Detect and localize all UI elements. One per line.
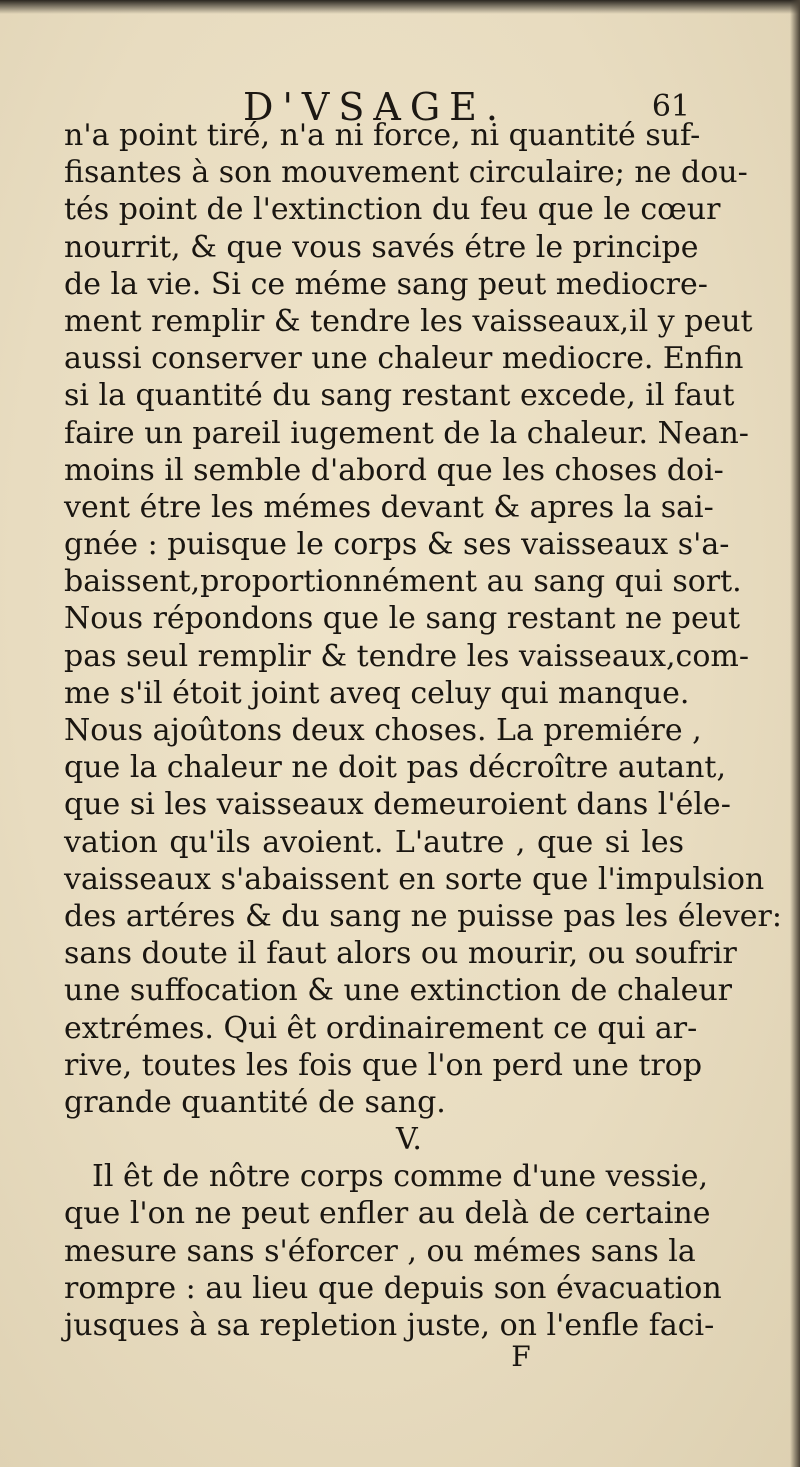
text-line: grande quantité de sang. xyxy=(64,1084,446,1120)
text-line: tés point de l'extinction du feu que le cœur xyxy=(64,192,721,228)
section-number: V. xyxy=(396,1122,422,1158)
text-line: extrémes. Qui êt ordinairement ce qui ar- xyxy=(64,1010,698,1046)
text-line: moins il semble d'abord que les choses doi- xyxy=(64,452,724,488)
running-title: D'VSAGE. xyxy=(242,85,507,129)
text-line: rompre : au lieu que depuis son évacuation xyxy=(64,1270,722,1306)
text-line: ment remplir & tendre les vaisseaux,il y peut xyxy=(64,303,753,339)
text-line: pas seul remplir & tendre les vaisseaux,com- xyxy=(64,638,750,674)
text-line: aussi conserver une chaleur mediocre. Enfin xyxy=(64,341,744,377)
text-line: nourrit, & que vous savés étre le principe xyxy=(64,229,699,265)
text-line: Il êt de nôtre corps comme d'une vessie, xyxy=(92,1159,709,1195)
text-line: Nous ajoûtons deux choses. La premiére , xyxy=(64,713,702,748)
text-line: vaisseaux s'abaissent en sorte que l'impulsion xyxy=(64,861,765,897)
text-line: sans doute il faut alors ou mourir, ou soufrir xyxy=(64,936,737,972)
text-line: des artéres & du sang ne puisse pas les élever: xyxy=(64,898,782,934)
text-line: gnée : puisque le corps & ses vaisseaux s'a- xyxy=(64,527,730,563)
text-line: une suffocation & une extinction de chaleur xyxy=(64,973,732,1009)
text-line: Nous répondons que le sang restant ne peut xyxy=(64,601,741,637)
text-line: vation qu'ils avoient. L'autre , que si les xyxy=(64,824,684,860)
text-line: que l'on ne peut enfler au delà de certaine xyxy=(64,1196,711,1232)
body-text xyxy=(64,117,782,1344)
text-line: vent étre les mémes devant & apres la sai- xyxy=(64,489,714,525)
text-line: rive, toutes les fois que l'on perd une trop xyxy=(64,1047,703,1083)
text-line: me s'il étoit joint aveq celuy qui manque. xyxy=(64,675,690,711)
text-line: de la vie. Si ce méme sang peut mediocre- xyxy=(64,266,708,302)
signature-mark: F xyxy=(511,1340,531,1373)
page-number: 61 xyxy=(651,89,690,124)
text-line: n'a point tiré, n'a ni force, ni quantité suf- xyxy=(64,118,701,153)
text-line: si la quantité du sang restant excede, il faut xyxy=(64,378,735,414)
text-line: faire un pareil iugement de la chaleur. Nean- xyxy=(64,415,749,451)
text-line: mesure sans s'éforcer , ou mémes sans la xyxy=(64,1233,696,1269)
text-line: baissent,proportionnément au sang qui sort. xyxy=(64,564,742,600)
text-line: que la chaleur ne doit pas décroître autant, xyxy=(64,750,726,786)
text-line: que si les vaisseaux demeuroient dans l'éle- xyxy=(64,787,731,823)
text-line: jusques à sa repletion juste, on l'enfle faci- xyxy=(64,1308,715,1343)
text-line: fisantes à son mouvement circulaire; ne dou- xyxy=(64,155,748,191)
